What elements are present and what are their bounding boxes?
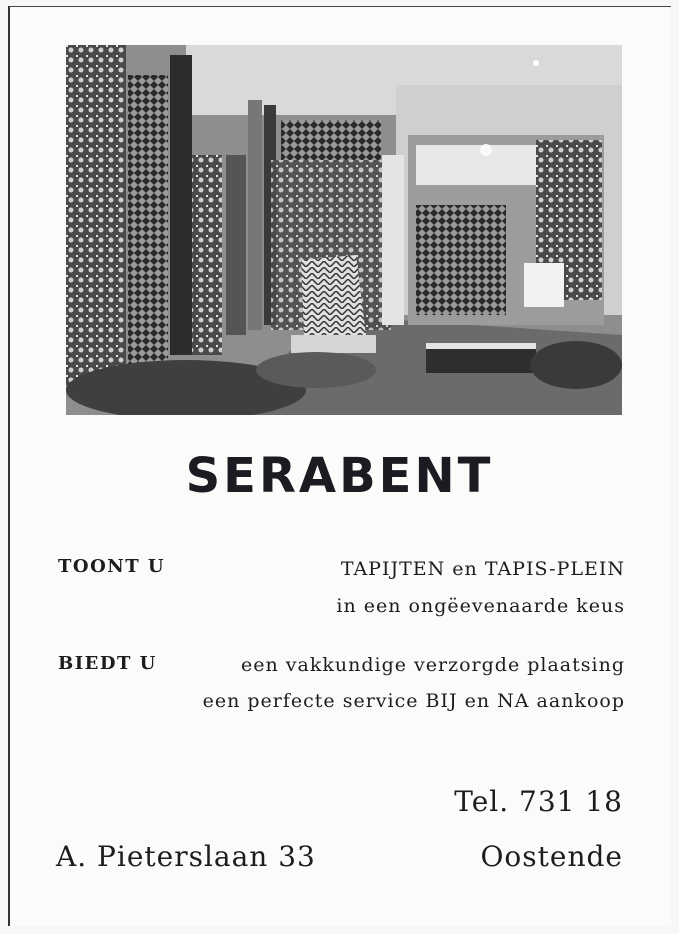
offer-line-service: een perfecte service BIJ en NA aankoop — [202, 690, 625, 712]
city-name: Oostende — [480, 840, 623, 873]
company-name: SERABENT — [185, 448, 494, 504]
offer-label-toont: TOONT U — [58, 556, 166, 577]
showroom-illustration — [66, 45, 622, 415]
offer-line-keus: in een ongëevenaarde keus — [336, 595, 625, 617]
offer-line-tapijten: TAPIJTEN en TAPIS-PLEIN — [340, 558, 625, 580]
showroom-photo — [66, 45, 622, 415]
offer-label-biedt: BIEDT U — [58, 653, 157, 674]
street-address: A. Pieterslaan 33 — [56, 840, 316, 873]
phone-number: Tel. 731 18 — [454, 785, 623, 818]
offer-line-plaatsing: een vakkundige verzorgde plaatsing — [241, 654, 625, 676]
